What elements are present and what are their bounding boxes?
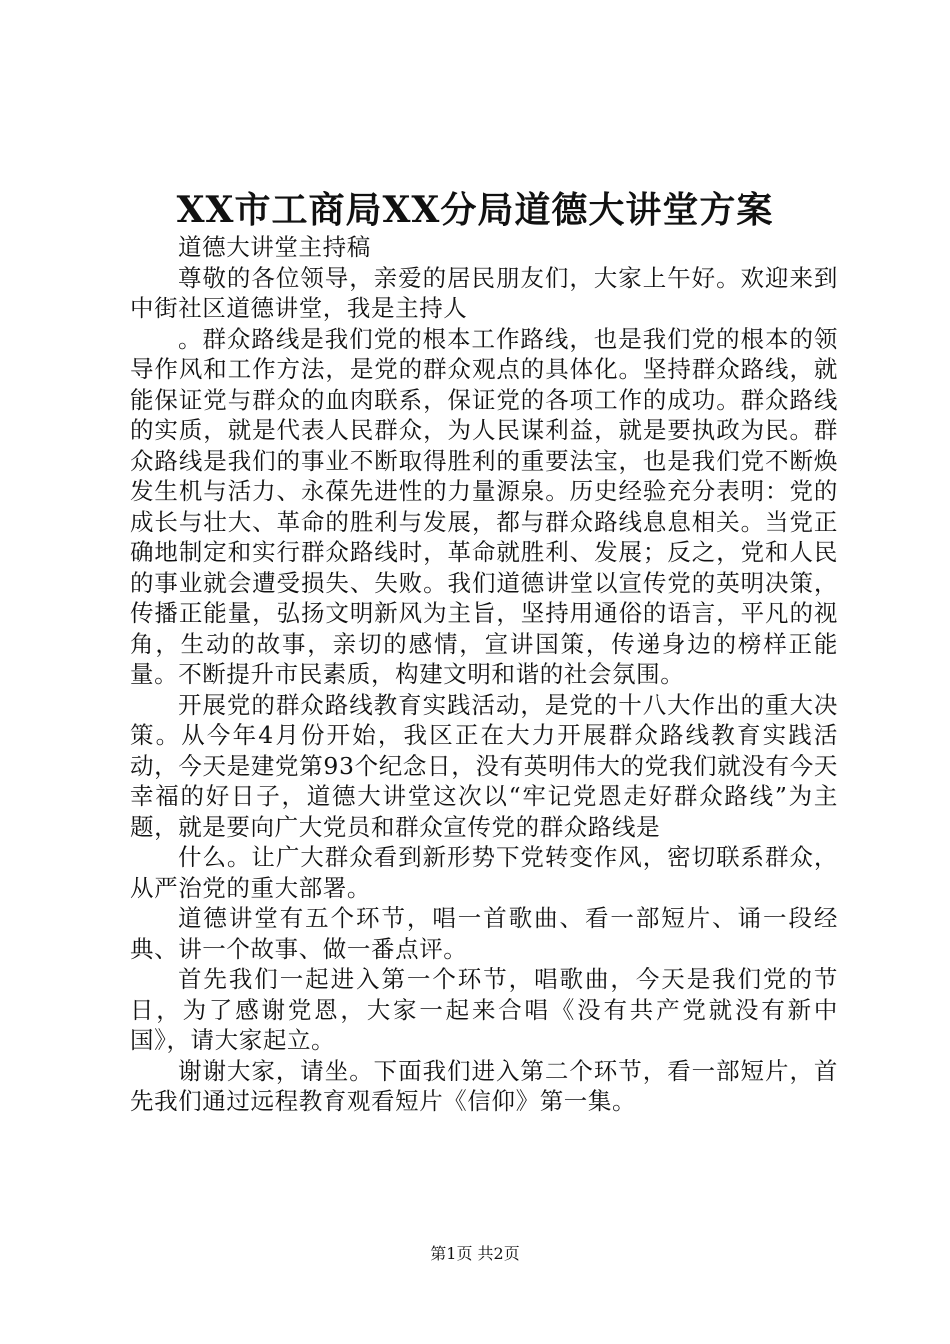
- paragraph-continuation: 什么。让广大群众看到新形势下党转变作风，密切联系群众，从严治党的重大部署。: [130, 843, 838, 902]
- paragraph-first-section: 首先我们一起进入第一个环节，唱歌曲，今天是我们党的节日，为了感谢党恩，大家一起来合唱《没有共产党就没有新中国》，请大家起立。: [130, 965, 838, 1054]
- paragraph-second-section: 谢谢大家，请坐。下面我们进入第二个环节，看一部短片，首先我们通过远程教育观看短片《信仰》第一集。: [130, 1056, 838, 1115]
- paragraph-heading: 道德大讲堂主持稿: [178, 233, 371, 261]
- document-body: [130, 232, 838, 1117]
- paragraph-five-sections: 道德讲堂有五个环节，唱一首歌曲、看一部短片、诵一段经典、讲一个故事、做一番点评。: [130, 904, 838, 963]
- paragraph-greeting: 尊敬的各位领导，亲爱的居民朋友们，大家上午好。欢迎来到中街社区道德讲堂，我是主持人: [130, 263, 838, 322]
- page-number-footer: 第1页 共2页: [430, 1244, 520, 1263]
- paragraph-mass-line: 。群众路线是我们党的根本工作路线，也是我们党的根本的领导作风和工作方法，是党的群众观点的具体化。坚持群众路线，就能保证党与群众的血肉联系，保证党的各项工作的成功。群众路线的实质，就是代表人民群众，为人民谋利益，就是要执政为民。群众路线是我们的事业不断取得胜利的重要法宝，也是我们党不断焕发生机与活力、永葆先进性的力量源泉。历史经验充分表明：党的成长与壮大、革命的胜利与发展，都与群众路线息息相关。当党正确地制定和实行群众路线时，革命就胜利、发展；反之，党和人民的事业就会遭受损失、失败。我们道德讲堂以宣传党的英明决策，传播正能量，弘扬文明新风为主旨，坚持用通俗的语言，平凡的视角，生动的故事，亲切的感情，宣讲国策，传递身边的榜样正能量。不断提升市民素质，构建文明和谐的社会氛围。: [130, 324, 838, 688]
- paragraph-education-campaign: 开展党的群众路线教育实践活动，是党的十八大作出的重大决策。从今年4月份开始，我区正在大力开展群众路线教育实践活动，今天是建党第93个纪念日，没有英明伟大的党我们就没有今天幸福的好日子，道德大讲堂这次以“牢记党恩走好群众路线”为主题，就是要向广大党员和群众宣传党的群众路线是: [130, 690, 838, 841]
- document-title: XX市工商局XX分局道德大讲堂方案: [176, 189, 774, 231]
